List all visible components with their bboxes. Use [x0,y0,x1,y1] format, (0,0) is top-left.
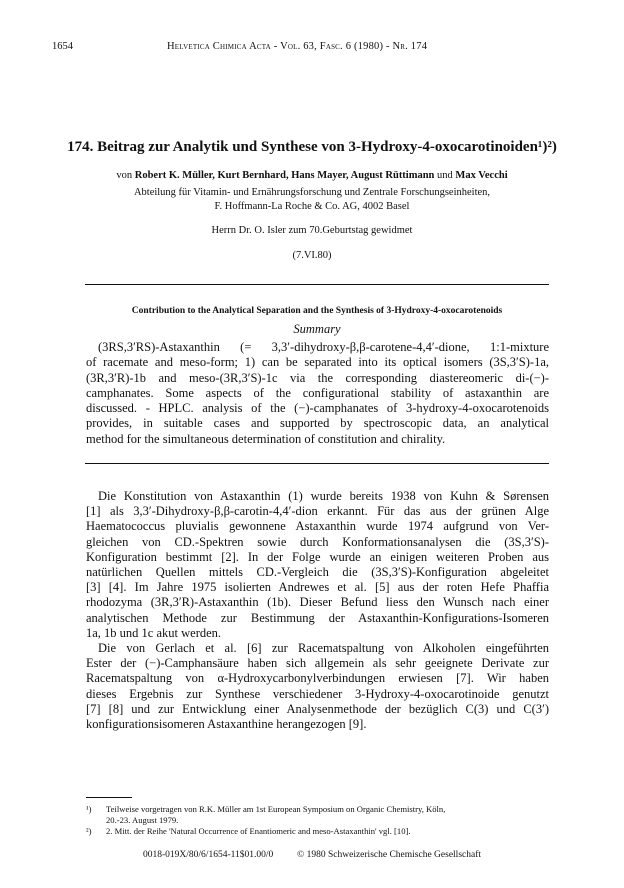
footnotes [86,804,549,837]
summary-paragraph [86,340,549,447]
body-line: [7] [8] und zur Entwicklung einer Analysenmethode der bezüglich C(3) und C(3′) [86,701,549,716]
received-date: (7.VI.80) [292,250,332,261]
divider-top [85,284,549,285]
body-line: Haematococcus pluvialis gewonnene Astaxanthin wurde 1974 aufgrund von Ver- [86,519,549,534]
body-line: rhodozyma (3R,3′R)-Astaxanthin (1b). Dieser Befund liess den Wunsch nach einer [86,595,549,610]
author-conjunction: und [434,170,456,181]
english-title: Contribution to the Analytical Separation and the Synthesis of 3-Hydroxy-4-oxocarotenoids [131,306,503,316]
body-line: Racematspaltung von α-Hydroxycarbonylverbindungen erwiesen [7]. Wir haben [86,671,549,686]
body-line: Die Konstitution von Astaxanthin (1) wurde bereits 1938 von Kuhn & Sørensen [98,489,549,503]
divider-bottom [85,463,549,464]
affiliation-line-2: F. Hoffmann-La Roche & Co. AG, 4002 Basel [214,201,410,212]
summary-line: discussed. - HPLC. analysis of the (−)-camphanates of 3-hydroxy-4-oxocarotenoids [86,401,549,416]
journal-code: 0018-019X/80/6/1654-11$01.00/0 [143,850,274,860]
body-line: [1] als 3,3′-Dihydroxy-β,β-carotin-4,4′-dion erkannt. Für das aus der grünen Alge [86,504,549,519]
footnote [86,815,549,826]
author-list [40,170,584,181]
footnote-text: 2. Mitt. der Reihe 'Natural Occurrence of Enantiomeric and meso-Astaxanthin' vgl. [10]. [106,826,411,836]
page-footer [40,850,584,860]
article-title: 174. Beitrag zur Analytik und Synthese von 3-Hydroxy-4-oxocarotinoiden¹)²) [67,139,557,155]
page-number: 1654 [52,41,73,52]
summary-heading: Summary [293,322,341,336]
body-line: konfigurationsisomeren Astaxanthine herangezogen [9]. [86,717,367,732]
footnote-text: Teilweise vorgetragen von R.K. Müller am 1st European Symposium on Organic Chemistry, Köln, [106,804,446,814]
footnote [86,804,549,815]
footnote-text: 20.-23. August 1979. [106,815,179,825]
body-line: [3] [4]. Im Jahre 1975 isolierten Andrewes et al. [5] aus der roten Hefe Phaffia [86,580,549,595]
author-prefix: von [116,170,135,181]
copyright-notice: © 1980 Schweizerische Chemische Gesellschaft [297,850,481,860]
body-line: gleichen von CD.-Spektren sowie durch Konformationsanalysen die (3S,3′S)- [86,534,549,549]
summary-line: method for the simultaneous determination of constitution and chirality. [86,431,446,446]
summary-line: of racemate and meso-form; 1) can be separated into its optical isomers (3S,3′S)-1a, [86,355,549,370]
summary-line: provides, in suitable cases and supported by spectroscopic data, an analytical [86,416,549,431]
body-line: dieses Ergebnis zur Synthese verschiedener 3-Hydroxy-4-oxocarotinoide genutzt [86,686,549,701]
footnote-divider [86,797,132,798]
body-line: 1a, 1b und 1c akut werden. [86,625,222,640]
body-text [86,489,549,732]
summary-line: camphanates. Some aspects of the configurational stability of astaxanthin are [86,385,549,400]
author-last: Max Vecchi [455,170,508,181]
body-line: Die von Gerlach et al. [6] zur Racematspaltung von Alkoholen eingeführten [98,641,549,656]
body-line: Konfiguration bestimmt [2]. In der Folge wurde an einigen weiteren Proben aus [86,549,549,564]
body-line: analytischen Methode zur Bestimmung der Astaxanthin-Konfigurations-Isomeren [86,610,549,625]
summary-line: (3R,3′R)-1b and meso-(3R,3′S)-1c via the corresponding diastereomeric di-(−)- [86,370,549,385]
summary-line: (3RS,3′RS)-Astaxanthin (= 3,3′-dihydroxy-β,β-carotene-4,4′-dione, 1:1-mixture [98,340,549,354]
affiliation-line-1: Abteilung für Vitamin- und Ernährungsforschung und Zentrale Forschungseinheiten, [133,187,491,198]
journal-citation: Helvetica Chimica Acta - Vol. 63, Fasc. 6 (1980) - Nr. 174 [167,41,428,52]
body-line: natürlichen Quellen mittels CD.-Vergleich die (3S,3′S)-Konfiguration abgeleitet [86,565,549,580]
footnote-mark: ¹) [86,804,92,814]
footnote-mark: ²) [86,826,92,836]
dedication: Herrn Dr. O. Isler zum 70.Geburtstag gewidmet [211,225,413,236]
footnote [86,826,549,837]
body-line: Ester der (−)-Camphansäure haben sich allgemein als sehr geeignete Derivate zur [86,656,549,671]
author-names: Robert K. Müller, Kurt Bernhard, Hans Mayer, August Rüttimann [134,170,435,181]
